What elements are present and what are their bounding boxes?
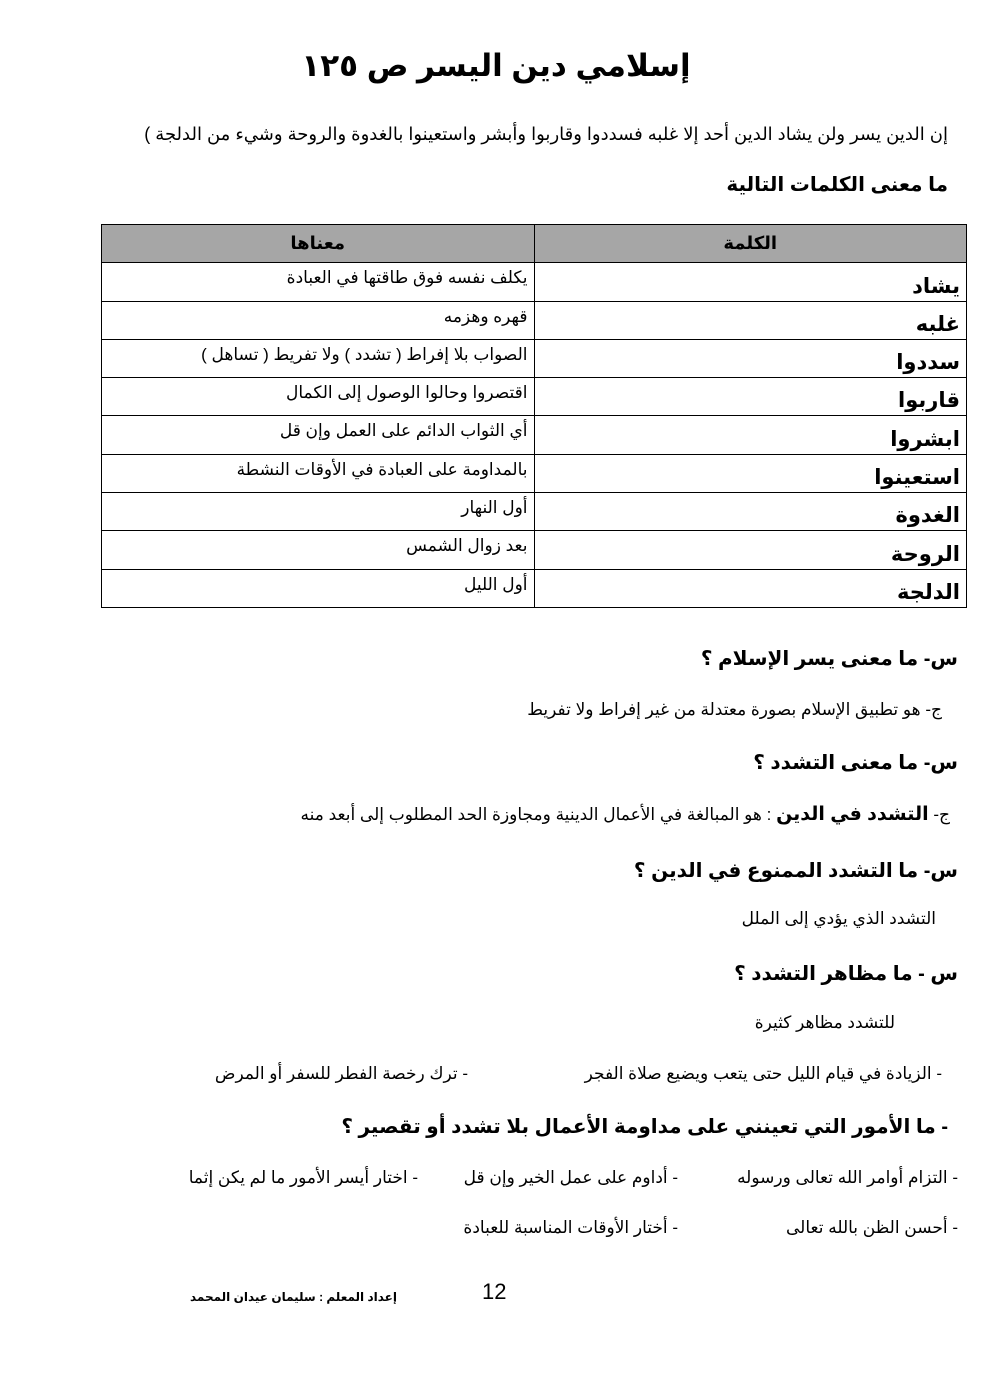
meaning-cell: أي الثواب الدائم على العمل وإن قل — [102, 416, 535, 454]
answer-5-item: - أحسن الظن بالله تعالى — [786, 1218, 958, 1237]
word-cell: غلبه — [534, 301, 967, 339]
table-row — [102, 378, 967, 416]
word-cell: استعينوا — [534, 454, 967, 492]
meaning-cell: أول النهار — [102, 493, 535, 531]
table-row — [102, 493, 967, 531]
question-1: س- ما معنى يسر الإسلام ؟ — [700, 648, 958, 670]
answer-3: التشدد الذي يؤدي إلى الملل — [741, 909, 936, 928]
answer-2-text: : هو المبالغة في الأعمال الدينية ومجاوزة الحد المطلوب إلى أبعد منه — [300, 805, 772, 824]
answer-1: ج- هو تطبيق الإسلام بصورة معتدلة من غير إفراط ولا تفريط — [527, 700, 942, 719]
hadith-text: إن الدين يسر ولن يشاد الدين أحد إلا غلبه فسددوا وقاربوا وأبشر واستعينوا بالغدوة والروحة وشيء من الدلجة ) — [144, 124, 948, 144]
meaning-cell: بعد زوال الشمس — [102, 531, 535, 569]
table-row — [102, 416, 967, 454]
vocab-table — [101, 224, 967, 608]
table-header-row — [102, 225, 967, 263]
answer-4-item: - ترك رخصة الفطر للسفر أو المرض — [214, 1064, 468, 1083]
word-cell: الدلجة — [534, 569, 967, 607]
question-3: س- ما التشدد الممنوع في الدين ؟ — [633, 860, 958, 882]
table-row — [102, 339, 967, 377]
word-cell: سددوا — [534, 339, 967, 377]
answer-5-item: - اختار أيسر الأمور ما لم يكن إثما — [188, 1168, 418, 1187]
page-number: 12 — [482, 1279, 507, 1304]
answer-4-item: - الزيادة في قيام الليل حتى يتعب ويضيع صلاة الفجر — [584, 1064, 942, 1083]
answer-2-term: التشدد في الدين — [776, 804, 929, 825]
question-4: س - ما مظاهر التشدد ؟ — [734, 963, 958, 985]
question-2: س- ما معنى التشدد ؟ — [753, 752, 958, 774]
table-row — [102, 531, 967, 569]
answer-4-intro: للتشدد مظاهر كثيرة — [754, 1013, 895, 1032]
meaning-cell: قهره وهزمه — [102, 301, 535, 339]
vocab-heading: ما معنى الكلمات التالية — [726, 174, 948, 196]
column-header-meaning: معناها — [102, 225, 535, 263]
answer-5-item: - أداوم على عمل الخير وإن قل — [463, 1168, 678, 1187]
answer-5-item: - أختار الأوقات المناسبة للعبادة — [463, 1218, 678, 1237]
word-cell: يشاد — [534, 263, 967, 301]
word-cell: قاربوا — [534, 378, 967, 416]
meaning-cell: الصواب بلا إفراط ( تشدد ) ولا تفريط ( تساهل ) — [102, 339, 535, 377]
meaning-cell: اقتصروا وحالوا الوصول إلى الكمال — [102, 378, 535, 416]
meaning-cell: بالمداومة على العبادة في الأوقات النشطة — [102, 454, 535, 492]
table-row — [102, 454, 967, 492]
page-title: إسلامي دين اليسر ص ١٢٥ — [301, 48, 691, 83]
meaning-cell: يكلف نفسه فوق طاقتها في العبادة — [102, 263, 535, 301]
answer-2-prefix: ج- — [933, 805, 950, 824]
word-cell: الغدوة — [534, 493, 967, 531]
table-row — [102, 569, 967, 607]
table-row — [102, 263, 967, 301]
word-cell: ابشروا — [534, 416, 967, 454]
question-5: - ما الأمور التي تعينني على مداومة الأعمال بلا تشدد أو تقصير ؟ — [341, 1116, 948, 1138]
footer-author: إعداد المعلم : سليمان عيدان المحمد — [190, 1290, 397, 1304]
word-cell: الروحة — [534, 531, 967, 569]
answer-2 — [301, 803, 950, 826]
answer-5-item: - التزام أوامر الله تعالى ورسوله — [737, 1168, 958, 1187]
column-header-word: الكلمة — [534, 225, 967, 263]
meaning-cell: أول الليل — [102, 569, 535, 607]
table-row — [102, 301, 967, 339]
